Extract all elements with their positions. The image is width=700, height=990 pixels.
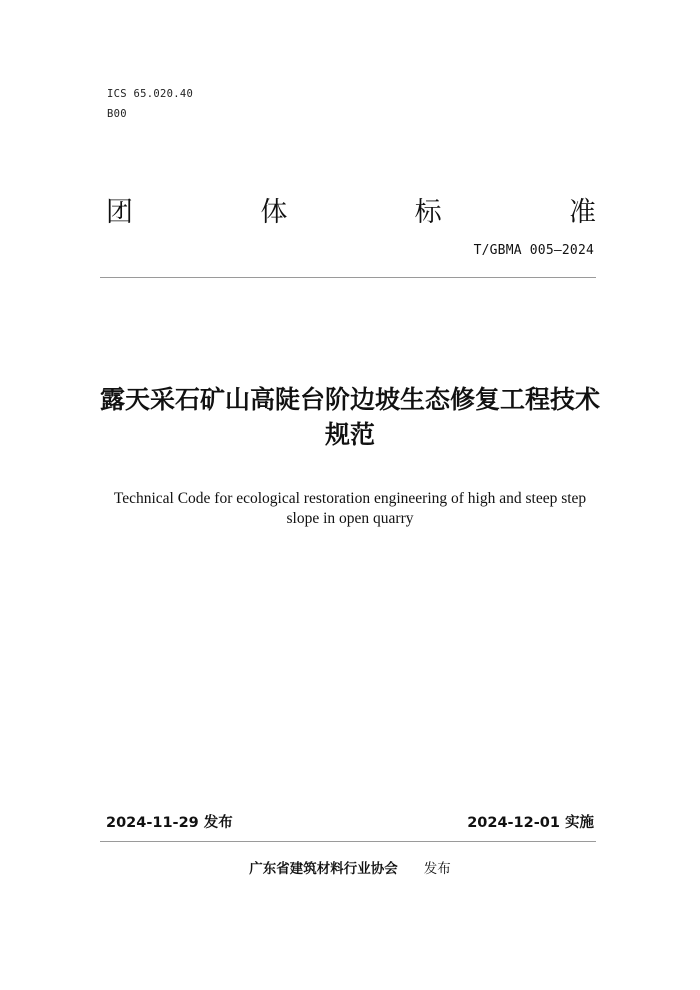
english-title: Technical Code for ecological restoration engineering of high and steep step slope in open quarry <box>113 490 587 527</box>
top-divider <box>100 277 596 278</box>
standard-type-char: 标 <box>414 197 442 228</box>
publisher-line <box>0 857 700 877</box>
publish-label: 发布 <box>423 861 451 877</box>
bottom-divider <box>100 841 596 842</box>
standard-type-char: 体 <box>260 197 288 228</box>
issue-date: 2024-11-29 发布 <box>106 815 233 831</box>
ccs-code: B00 <box>107 108 127 120</box>
ics-code: ICS 65.020.40 <box>107 88 194 100</box>
chinese-title: 露天采石矿山高陡台阶边坡生态修复工程技术规范 <box>100 385 601 449</box>
standard-type-char: 准 <box>568 197 596 228</box>
standard-number: T/GBMA 005—2024 <box>473 243 594 258</box>
standard-type-char: 团 <box>106 197 133 228</box>
standard-type-heading <box>106 196 596 230</box>
implementation-date: 2024-12-01 实施 <box>467 815 594 831</box>
publisher-organization: 广东省建筑材料行业协会 <box>249 861 398 877</box>
